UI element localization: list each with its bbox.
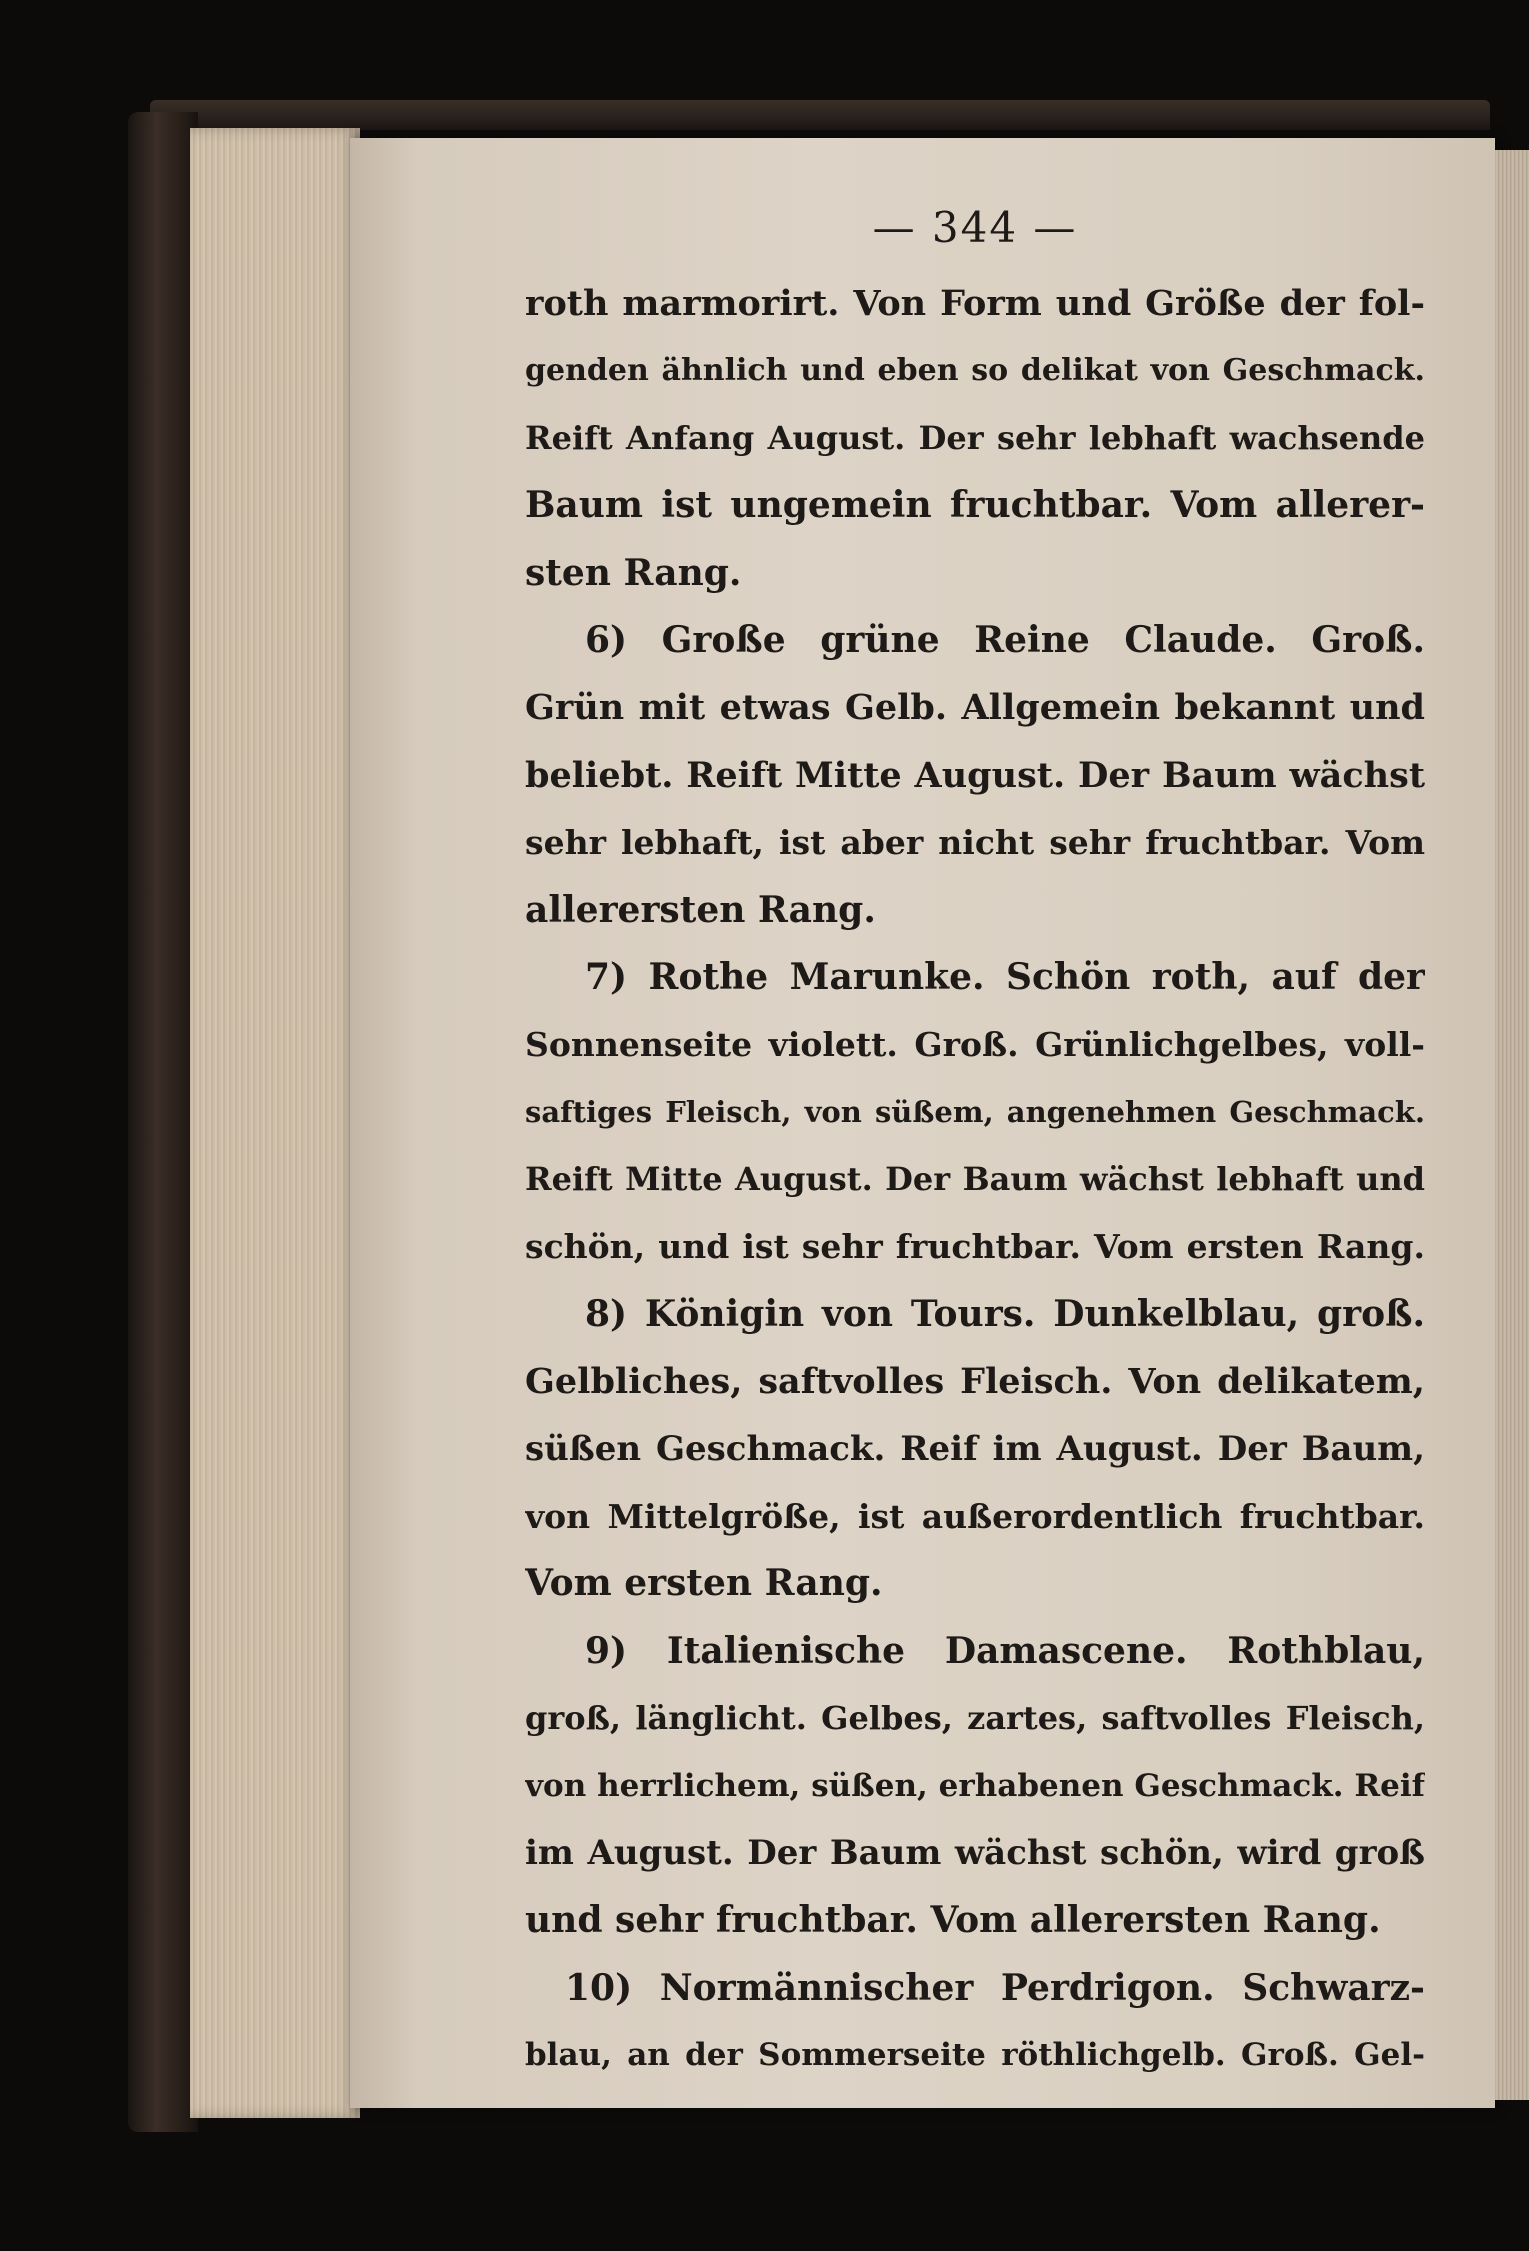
text-line: allerersten Rang. bbox=[525, 888, 876, 931]
page-edges-right bbox=[1495, 150, 1529, 2100]
page-number-header: — 344 — bbox=[872, 203, 1078, 252]
text-line: saftiges Fleisch, von süßem, angenehmen Geschmack. bbox=[525, 1094, 1425, 1129]
text-line: im August. Der Baum wächst schön, wird groß bbox=[525, 1832, 1425, 1873]
text-line: 6) Große grüne Reine Claude. Groß. bbox=[585, 618, 1425, 661]
page-edges-left bbox=[190, 128, 360, 2118]
text-line: süßen Geschmack. Reif im August. Der Baum, bbox=[525, 1428, 1425, 1469]
text-line: und sehr fruchtbar. Vom allerersten Rang. bbox=[525, 1899, 1381, 1942]
text-line: sten Rang. bbox=[525, 551, 742, 594]
text-line: Baum ist ungemein fruchtbar. Vom allerer- bbox=[525, 484, 1425, 527]
text-line: Grün mit etwas Gelb. Allgemein bekannt und bbox=[525, 687, 1425, 729]
text-line: 8) Königin von Tours. Dunkelblau, groß. bbox=[585, 1292, 1425, 1335]
text-line: 7) Rothe Marunke. Schön roth, auf der bbox=[585, 955, 1425, 998]
text-line: genden ähnlich und eben so delikat von Geschmack. bbox=[525, 353, 1425, 389]
text-line: roth marmorirt. Von Form und Größe der fol- bbox=[525, 283, 1425, 324]
book-cover-top bbox=[150, 100, 1490, 130]
text-line: Reift Mitte August. Der Baum wächst lebhaft und bbox=[525, 1160, 1425, 1199]
text-line: Gelbliches, saftvolles Fleisch. Von delikatem, bbox=[525, 1361, 1425, 1403]
text-line: groß, länglicht. Gelbes, zartes, saftvolles Fleisch, bbox=[525, 1699, 1425, 1738]
text-line: 9) Italienische Damascene. Rothblau, bbox=[585, 1629, 1425, 1672]
page-text bbox=[525, 200, 1425, 2090]
text-line: 10) Normännischer Perdrigon. Schwarz- bbox=[565, 1966, 1425, 2009]
text-line: schön, und ist sehr fruchtbar. Vom ersten Rang. bbox=[525, 1227, 1425, 1267]
text-line: von Mittelgröße, ist außerordentlich fruchtbar. bbox=[525, 1497, 1425, 1537]
text-line: sehr lebhaft, ist aber nicht sehr fruchtbar. Vom bbox=[525, 823, 1425, 863]
text-line: blau, an der Sommerseite röthlichgelb. Groß. Gel- bbox=[525, 2037, 1425, 2074]
text-line: Vom ersten Rang. bbox=[525, 1562, 883, 1605]
text-line: beliebt. Reift Mitte August. Der Baum wächst bbox=[525, 754, 1425, 796]
text-line: von herrlichem, süßen, erhabenen Geschmack. Reif bbox=[525, 1767, 1425, 1804]
text-line: Reift Anfang August. Der sehr lebhaft wachsende bbox=[525, 418, 1425, 457]
book-spine bbox=[128, 112, 198, 2132]
text-line: Sonnenseite violett. Groß. Grünlichgelbes, voll- bbox=[525, 1025, 1425, 1065]
